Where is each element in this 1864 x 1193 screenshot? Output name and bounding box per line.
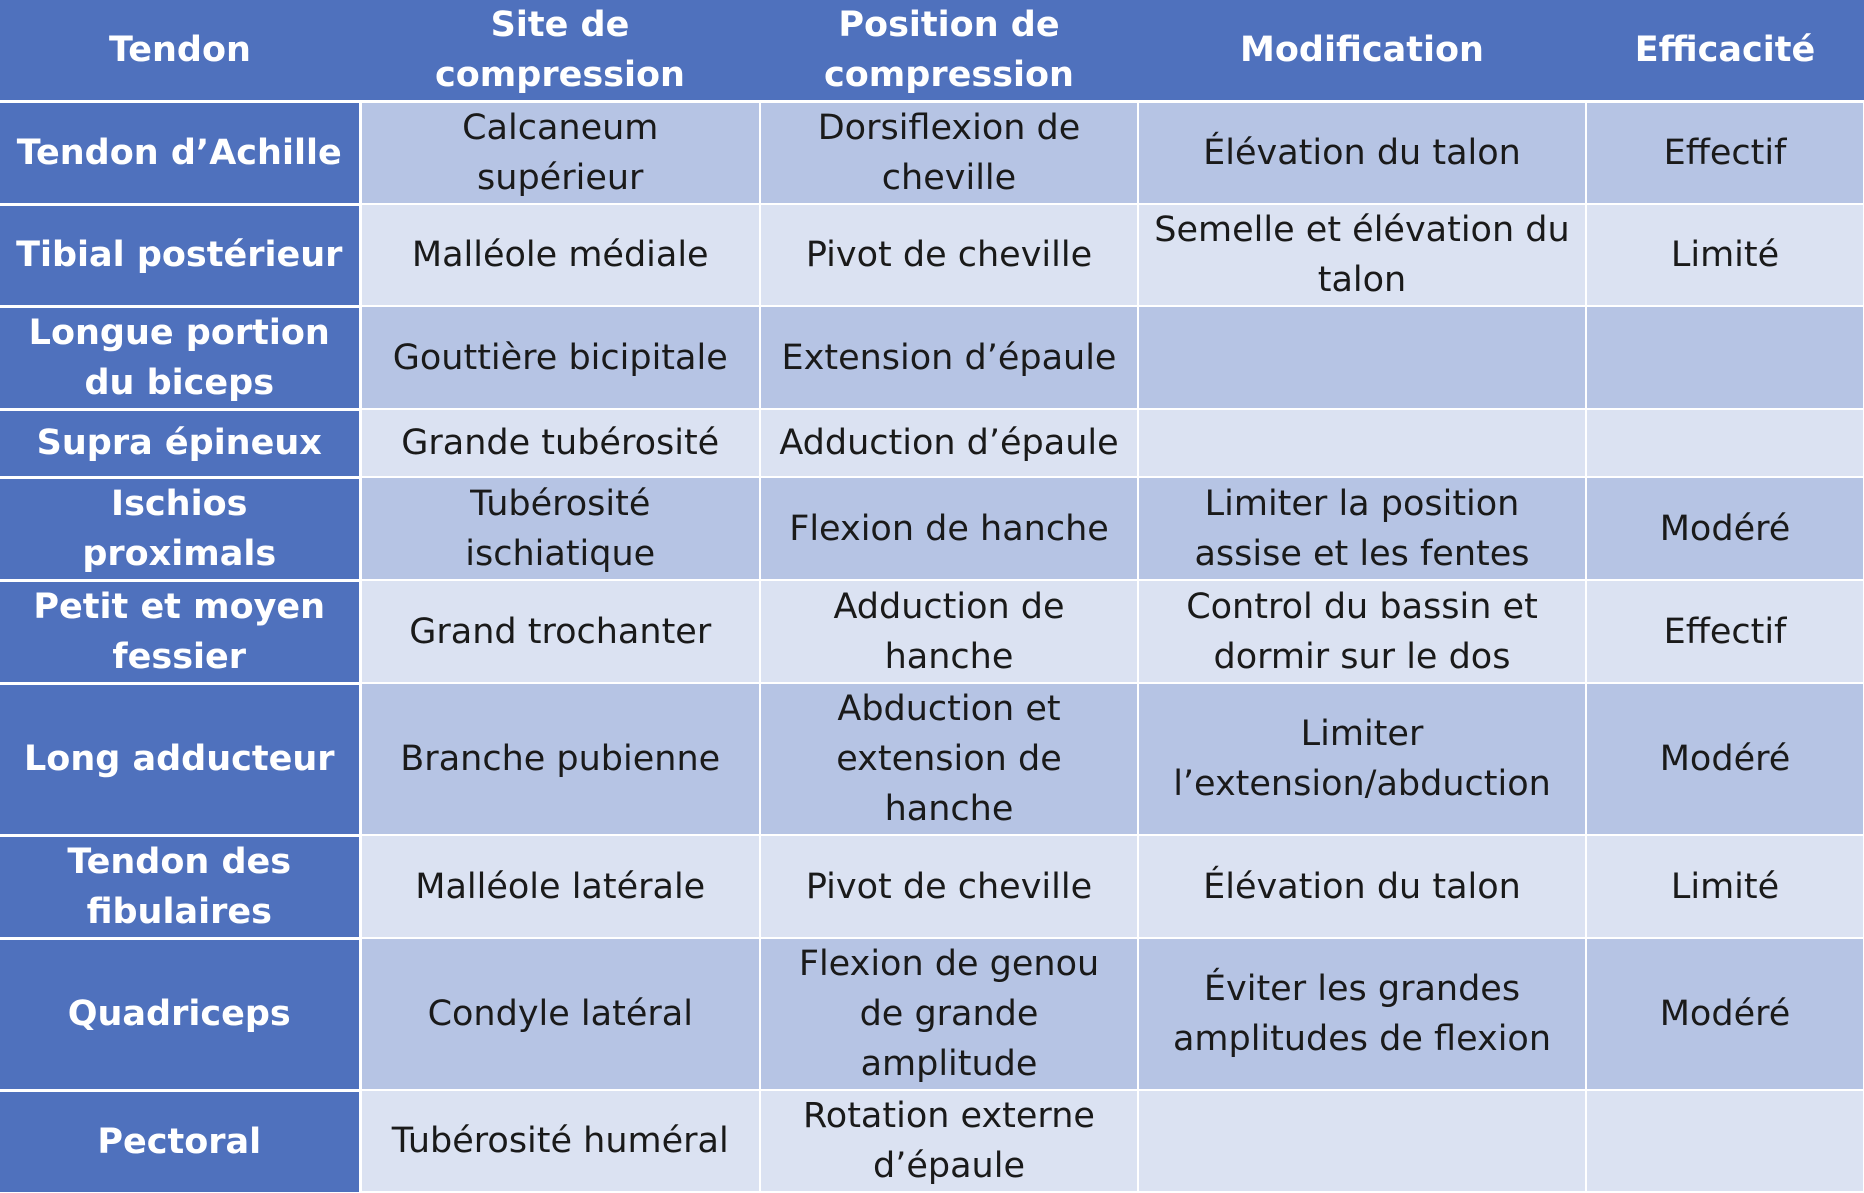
cell-site: Grand trochanter xyxy=(360,580,760,683)
cell-efficacite: Modéré xyxy=(1586,477,1864,580)
cell-modification: Élévation du talon xyxy=(1138,102,1586,205)
header-site-de-compression: Site de compression xyxy=(360,0,760,102)
cell-modification xyxy=(1138,1090,1586,1192)
table-row xyxy=(0,102,1864,205)
cell-position: Pivot de cheville xyxy=(760,835,1138,938)
cell-position: Pivot de cheville xyxy=(760,204,1138,306)
cell-site: Tubérosité huméral xyxy=(360,1090,760,1192)
table-header-row xyxy=(0,0,1864,102)
cell-site: Branche pubienne xyxy=(360,683,760,835)
cell-site: Condyle latéral xyxy=(360,938,760,1090)
cell-site: Calcaneum supérieur xyxy=(360,102,760,205)
header-efficacite: Efficacité xyxy=(1586,0,1864,102)
cell-modification: Control du bassin et dormir sur le dos xyxy=(1138,580,1586,683)
table-row xyxy=(0,580,1864,683)
cell-position: Adduction d’épaule xyxy=(760,409,1138,477)
cell-site: Malléole latérale xyxy=(360,835,760,938)
cell-efficacite: Modéré xyxy=(1586,938,1864,1090)
cell-efficacite xyxy=(1586,1090,1864,1192)
cell-site: Gouttière bicipitale xyxy=(360,306,760,409)
cell-efficacite xyxy=(1586,409,1864,477)
table-row xyxy=(0,477,1864,580)
cell-modification xyxy=(1138,409,1586,477)
row-label: Tibial postérieur xyxy=(0,204,360,306)
header-tendon: Tendon xyxy=(0,0,360,102)
table-row xyxy=(0,1090,1864,1192)
row-label: Long adducteur xyxy=(0,683,360,835)
cell-efficacite: Modéré xyxy=(1586,683,1864,835)
cell-modification: Éviter les grandes amplitudes de flexion xyxy=(1138,938,1586,1090)
cell-efficacite xyxy=(1586,306,1864,409)
cell-modification: Élévation du talon xyxy=(1138,835,1586,938)
cell-efficacite: Limité xyxy=(1586,204,1864,306)
row-label: Tendon des fibulaires xyxy=(0,835,360,938)
table-row xyxy=(0,835,1864,938)
cell-position: Rotation externe d’épaule xyxy=(760,1090,1138,1192)
row-label: Ischios proximals xyxy=(0,477,360,580)
cell-modification xyxy=(1138,306,1586,409)
cell-position: Dorsiflexion de cheville xyxy=(760,102,1138,205)
cell-modification: Limiter l’extension/abduction xyxy=(1138,683,1586,835)
row-label: Petit et moyen fessier xyxy=(0,580,360,683)
cell-efficacite: Effectif xyxy=(1586,580,1864,683)
cell-efficacite: Limité xyxy=(1586,835,1864,938)
row-label: Longue portion du biceps xyxy=(0,306,360,409)
table-row xyxy=(0,306,1864,409)
cell-modification: Semelle et élévation du talon xyxy=(1138,204,1586,306)
row-label: Quadriceps xyxy=(0,938,360,1090)
cell-efficacite: Effectif xyxy=(1586,102,1864,205)
row-label: Pectoral xyxy=(0,1090,360,1192)
table-row xyxy=(0,204,1864,306)
cell-position: Flexion de hanche xyxy=(760,477,1138,580)
cell-position: Abduction et extension de hanche xyxy=(760,683,1138,835)
cell-site: Malléole médiale xyxy=(360,204,760,306)
cell-site: Tubérosité ischiatique xyxy=(360,477,760,580)
cell-position: Flexion de genou de grande amplitude xyxy=(760,938,1138,1090)
table-row xyxy=(0,938,1864,1090)
cell-modification: Limiter la position assise et les fentes xyxy=(1138,477,1586,580)
cell-position: Extension d’épaule xyxy=(760,306,1138,409)
cell-site: Grande tubérosité xyxy=(360,409,760,477)
table-row xyxy=(0,409,1864,477)
header-modification: Modification xyxy=(1138,0,1586,102)
header-position-de-compression: Position de compression xyxy=(760,0,1138,102)
row-label: Tendon d’Achille xyxy=(0,102,360,205)
cell-position: Adduction de hanche xyxy=(760,580,1138,683)
row-label: Supra épineux xyxy=(0,409,360,477)
table-row xyxy=(0,683,1864,835)
